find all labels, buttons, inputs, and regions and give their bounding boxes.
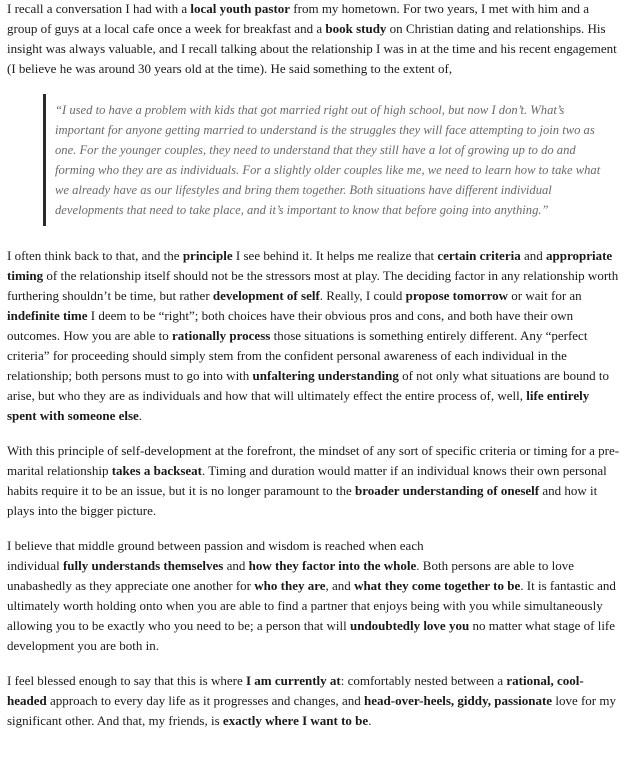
bold-phrase: exactly where I want to be [222,713,369,728]
pull-quote [43,94,621,226]
bold-phrase: unfaltering understanding [252,368,399,383]
text-run: I often think back to that, and the [7,248,183,263]
bold-phrase: rationally process [171,328,271,343]
bold-phrase: development of self [212,288,320,303]
paragraph-middle-ground [7,536,621,656]
bold-phrase: rational, cool-headed [7,673,584,708]
text-run: . Really, I could [319,288,406,303]
text-run: approach to every day life as it progresses and changes, and [46,693,365,708]
pull-quote-text: “I used to have a problem with kids that got married right out of high school, but now I don’t. What’s important for anyone getting married to understand is the struggles they will face attempting to join two as one. For the younger couples, they need to understand that they still have a lot of growing up to do and forming who they are as individuals. For a slightly older couples like me, we need to learn how to take what we already have as our lifestyles and bring them together. Both situations have different individual developments that need to take place, and it’s important to know that before going into anything.” [55,103,601,217]
bold-phrase: fully understands themselves [62,558,224,573]
article-body [7,0,621,746]
text-run: of not only what situations are bound to arise, but who they are as individuals and how that will ultimately effect the entire process of, well, [7,368,609,403]
bold-phrase: appropriate timing [7,248,613,283]
text-run: individual [7,558,63,573]
text-run: from my hometown. For two years, I met with him and a group of guys at a local cafe once a week for breakfast and a [7,1,589,36]
text-run: I deem to be “right”; both choices have their obvious pros and cons, and both have their own outcomes. How you are able to [7,308,574,343]
bold-phrase: takes a backseat [111,463,202,478]
bold-phrase: how they factor into the whole [248,558,417,573]
text-run: With this principle of self-development at the forefront, the mindset of any sort of specific criteria or timing for a pre-marital relationship [7,443,620,478]
text-run: , and [325,578,355,593]
text-run: I see behind it. It helps me realize that [232,248,438,263]
text-run: or wait for an [508,288,582,303]
bold-phrase: propose tomorrow [405,288,509,303]
text-run: . Both persons are able to love unabashedly as they appreciate one another for [7,558,575,593]
paragraph-conclusion [7,671,621,731]
text-run: and [520,248,546,263]
bold-phrase: broader understanding of oneself [355,483,540,498]
bold-phrase: local youth pastor [190,1,291,16]
text-run: . It is fantastic and ultimately worth holding onto when you are able to find a partner that enjoys being with you while simultaneously allowing you to be exactly who you need to be; a person that will [7,578,616,633]
text-run: no matter what stage of life development you are both in. [7,618,616,653]
text-run: I believe that middle ground between passion and wisdom is reached when each [7,538,424,553]
text-run: of the relationship itself should not be the stressors most at play. The deciding factor in any relationship worth furthering shouldn’t be time, but rather [7,268,619,303]
text-run: on Christian dating and relationships. His insight was always valuable, and I recall talking about the relationship I was in at the time and his recent engagement (I believe he was around 30 years old at the time). He said something to the extent of, [7,21,617,76]
bold-phrase: indefinite time [7,308,88,323]
bold-phrase: what they come together to be [354,578,521,593]
bold-phrase: principle [182,248,233,263]
text-run: love for my significant other. And that, my friends, is [7,693,616,728]
bold-phrase: life entirely spent with someone else [7,388,590,423]
text-run: I feel blessed enough to say that this is where [7,673,246,688]
paragraph-principle [7,246,621,426]
bold-phrase: book study [325,21,387,36]
bold-phrase: undoubtedly love you [349,618,470,633]
bold-phrase: certain criteria [437,248,521,263]
bold-phrase: I am currently at [246,673,341,688]
text-run: I recall a conversation I had with a [7,1,191,16]
text-run: . [138,408,143,423]
paragraph-self-development [7,441,621,521]
text-run: and how it plays into the bigger picture. [7,483,598,518]
text-run: . [368,713,372,728]
paragraph-intro [7,0,621,79]
text-run: . Timing and duration would matter if an individual knows their own personal habits require it to be an issue, but it is no longer paramount to the [7,463,607,498]
bold-phrase: who they are [254,578,326,593]
bold-phrase: head-over-heels, giddy, passionate [364,693,553,708]
text-run: and [223,558,249,573]
text-run: : comfortably nested between a [340,673,507,688]
text-run: those situations is something entirely different. Any “perfect criteria” for proceeding should simply stem from the confident personal awareness of each individual in the relationship; both persons must to go into with [7,328,588,383]
